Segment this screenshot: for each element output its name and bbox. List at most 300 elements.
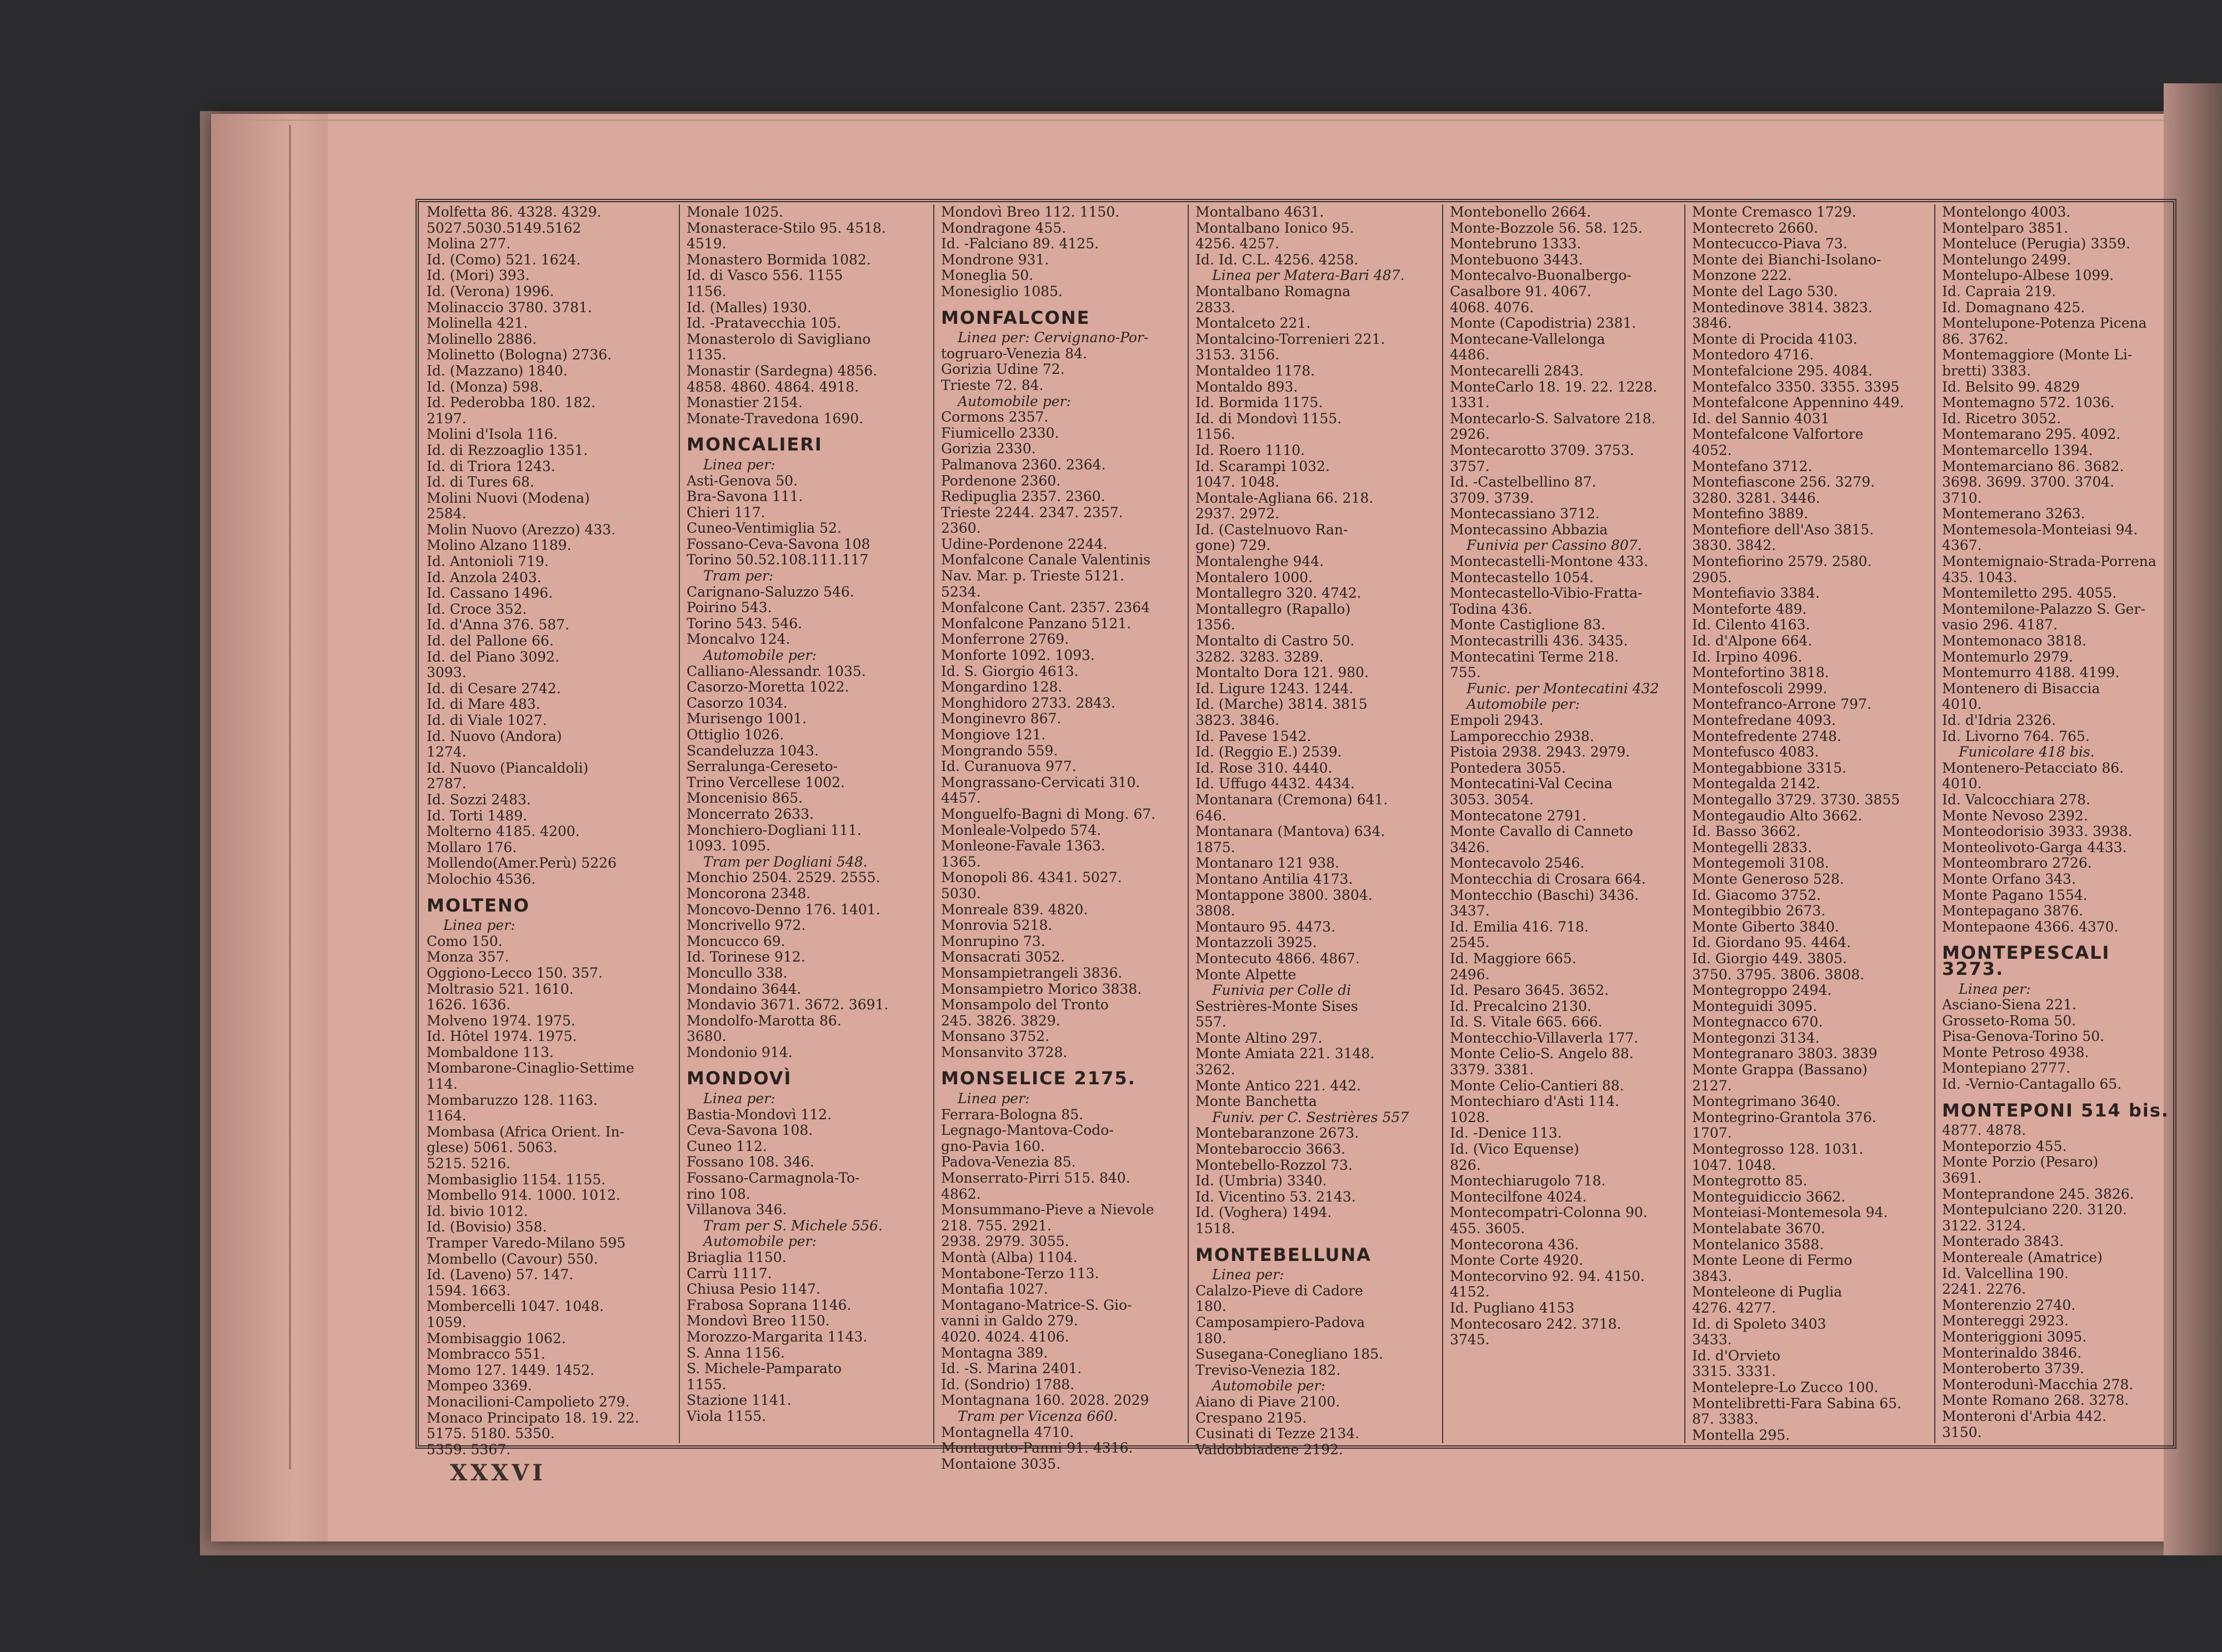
index-entry: Id. (Mori) 393. [427,267,530,284]
index-entry: 4486. [1450,347,1490,363]
index-entry: Montelabate 3670. [1692,1220,1825,1237]
index-entry: Mollendo(Amer.Perù) 5226 [427,855,617,872]
index-entry: Monteporzio 455. [1942,1138,2067,1154]
index-entry: 3710. [1942,489,1982,506]
index-entry: Mongrassano-Cervicati 310. [941,774,1140,790]
index-entry: Montemiletto 295. 4055. [1942,585,2117,602]
index-entry: 180. [1195,1298,1227,1315]
index-entry: 1707. [1692,1125,1732,1142]
index-entry: Montefortino 3818. [1692,664,1829,681]
index-entry: Montecatini Terme 218. [1450,648,1619,665]
index-entry: Molino Alzano 1189. [427,537,572,554]
spine-line [289,125,291,1469]
index-entry: Montallegro (Rapallo) [1195,600,1351,617]
index-entry: Carrù 1117. [687,1265,772,1281]
index-entry: Monasterace-Stilo 95. 4518. [687,219,886,236]
index-entry: Montefalcone Valfortore [1692,426,1864,443]
index-entry: 1047. 1048. [1195,474,1280,490]
index-entry: Monte Celio-Cantieri 88. [1450,1077,1624,1094]
index-entry: Montalceto 221. [1195,315,1311,332]
index-entry: Montecosaro 242. 3718. [1450,1315,1622,1332]
connection-note: Linea per: Cervignano-Por- [958,329,1149,346]
index-entry: Briaglia 1150. [687,1249,787,1265]
index-entry: Monaco Principato 18. 19. 22. [427,1409,639,1426]
index-entry: 1135. [687,347,727,363]
index-entry: Montefredane 4093. [1692,712,1836,728]
index-entry: 1047. 1048. [1692,1157,1776,1173]
index-entry: 2360. [941,520,981,537]
index-entry: Villanova 346. [687,1202,787,1218]
index-entry: Monfalcone Panzano 5121. [941,615,1132,632]
index-entry: Montecreto 2660. [1692,219,1818,236]
connection-note: Automobile per: [1467,696,1580,713]
index-entry: Monte Amiata 221. 3148. [1195,1045,1375,1062]
index-entry: Morozzo-Margarita 1143. [687,1328,868,1345]
index-entry: 3153. 3156. [1195,347,1280,363]
index-entry: Id. -Denice 113. [1450,1125,1562,1142]
index-entry: 3757. [1450,458,1490,474]
index-entry: vasio 296. 4187. [1942,617,2058,633]
index-entry: Montemilone-Palazzo S. Ger- [1942,600,2145,617]
index-entry: Id. di Rezzoaglio 1351. [427,442,588,458]
connection-note: Automobile per: [1212,1378,1325,1394]
index-entry: Calliano-Alessandr. 1035. [687,663,866,679]
index-entry: Id. Pesaro 3645. 3652. [1450,982,1609,999]
index-entry: Monte Orfano 343. [1942,870,2076,887]
index-entry: Mombasiglio 1154. 1155. [427,1171,606,1188]
index-entry: 4276. 4277. [1692,1299,1776,1316]
index-entry: Chieri 117. [687,504,765,520]
index-entry: Id. del Sannio 4031 [1692,410,1830,427]
index-entry: Viola 1155. [687,1408,767,1424]
index-entry: Oggiono-Lecco 150. 357. [427,964,603,981]
index-entry: Montelanico 3588. [1692,1236,1824,1253]
index-entry: Calalzo-Pieve di Cadore [1195,1282,1363,1299]
index-entry: 2545. [1450,934,1490,951]
index-entry: glese) 5061. 5063. [427,1139,558,1156]
index-entry: Montecchio-Villaverla 177. [1450,1029,1639,1046]
index-entry: Trieste 2244. 2347. 2357. [941,504,1123,520]
index-entry: Ferrara-Bologna 85. [941,1106,1084,1123]
index-entry: Id. Torti 1489. [427,807,528,824]
index-entry: Montecane-Vallelonga [1450,331,1605,347]
index-entry: Moncullo 338. [687,964,788,981]
index-entry: Montecucco-Piava 73. [1692,236,1848,252]
index-entry: Montafia 1027. [941,1281,1048,1298]
index-entry: S. Anna 1156. [687,1344,785,1361]
index-entry: Mongrando 559. [941,742,1058,759]
index-entry: Trino Vercellese 1002. [687,774,845,790]
index-entry: 87. 3383. [1692,1411,1759,1428]
index-entry: Montecavolo 2546. [1450,855,1585,872]
index-entry: Monastir (Sardegna) 4856. [687,362,878,379]
index-entry: Montelparo 3851. [1942,219,2069,236]
index-entry: Valdobbiadene 2192. [1195,1441,1343,1458]
index-entry: 3698. 3699. 3700. 3704. [1942,474,2115,490]
index-entry: Monteroberto 3739. [1942,1360,2084,1377]
index-entry: Id. S. Vitale 665. 666. [1450,1014,1603,1030]
connection-note: Linea per: [443,917,516,934]
index-entry: Id. del Pallone 66. [427,633,554,649]
index-entry: Id. di Triora 1243. [427,458,556,474]
index-entry: Monteodorisio 3933. 3938. [1942,823,2133,840]
index-entry: vanni in Galdo 279. [941,1313,1078,1329]
index-entry: Monte Pagano 1554. [1942,887,2088,903]
index-entry: Fossano 108. 346. [687,1154,814,1170]
index-entry: Monte di Procida 4103. [1692,331,1858,347]
index-entry: Monzone 222. [1692,267,1792,284]
index-entry: Id. Maggiore 665. [1450,950,1577,967]
index-entry: Montefiavio 3384. [1692,585,1820,602]
index-entry: Molinello 2886. [427,331,537,347]
index-entry: Gorizia 2330. [941,440,1036,457]
index-entry: Montecastello-Vibio-Fratta- [1450,585,1643,602]
index-entry: 2241. 2276. [1942,1281,2026,1298]
index-entry: Montecastello 1054. [1450,569,1594,585]
index-entry: Montemignaio-Strada-Porrena [1942,553,2156,570]
index-entry: Montelupo-Albese 1099. [1942,267,2114,284]
index-column-6 [1688,204,1932,1443]
index-entry: 1059. [427,1314,467,1330]
index-entry: Moncovo-Denno 176. 1401. [687,901,880,918]
index-entry: Montagnana 160. 2028. 2029 [941,1392,1149,1409]
index-entry: Id. Scarampi 1032. [1195,458,1330,474]
index-entry: Montechiaro d'Asti 114. [1450,1093,1619,1110]
index-entry: Tramper Varedo-Milano 595 [427,1235,626,1251]
index-entry: Monte Cavallo di Canneto [1450,823,1633,840]
index-entry: Montedinove 3814. 3823. [1692,299,1873,316]
index-entry: Id. Giacomo 3752. [1692,887,1821,903]
index-entry: Torino 50.52.108.111.117 [687,552,869,568]
index-entry: Montepiano 2777. [1942,1060,2071,1077]
index-entry: 3150. [1942,1424,1982,1440]
index-entry: Montalto Dora 121. 980. [1195,664,1369,681]
index-entry: Monte Cremasco 1729. [1692,204,1856,220]
index-entry: Mombisaggio 1062. [427,1330,566,1346]
index-entry: Empoli 2943. [1450,712,1544,728]
index-entry: Monte-Bozzole 56. 58. 125. [1450,219,1643,236]
section-heading: MONFALCONE [941,307,1090,328]
index-entry: Montagano-Matrice-S. Gio- [941,1296,1132,1313]
index-entry: Montelongo 4003. [1942,204,2071,220]
index-entry: Molini d'Isola 116. [427,426,558,443]
index-entry: Montegrino-Grantola 376. [1692,1109,1876,1125]
index-entry: Montalenghe 944. [1195,553,1324,570]
index-entry: Montemerano 3263. [1942,505,2085,522]
index-entry: Montefalcone Appennino 449. [1692,394,1904,411]
index-entry: Id. Valcocchiara 278. [1942,791,2090,808]
index-entry: Montalbano Romagna [1195,283,1351,299]
index-entry: Montenero di Bisaccia [1942,680,2100,697]
index-entry: Id. Roero 1110. [1195,442,1305,458]
index-entry: Id. Capraia 219. [1942,283,2056,299]
index-entry: Montecalvo-Buonalbergo- [1450,267,1632,284]
index-entry: Monte Grappa (Bassano) [1692,1062,1868,1078]
column-rule [1442,204,1443,1443]
column-rule [679,204,680,1443]
index-entry: Montale-Agliana 66. 218. [1195,489,1374,506]
index-entry: 3280. 3281. 3446. [1692,489,1820,506]
index-entry: Monleale-Volpedo 574. [941,822,1102,838]
index-entry: Como 150. [427,933,503,949]
index-entry: Id. bivio 1012. [427,1203,528,1219]
connection-note: Funiv. per C. Sestrières 557 [1212,1109,1409,1125]
index-entry: Pistoia 2938. 2943. 2979. [1450,744,1630,760]
index-entry: 114. [427,1076,458,1093]
index-entry: Mompeo 3369. [427,1378,532,1394]
index-entry: Monte Petroso 4938. [1942,1044,2089,1060]
index-entry: Montefiorino 2579. 2580. [1692,553,1872,570]
index-entry: 3262. [1195,1062,1235,1078]
index-entry: Mondrone 931. [941,251,1049,268]
index-entry: Montefredente 2748. [1692,728,1841,744]
index-entry: Montalbano 4631. [1195,204,1324,220]
index-entry: Id. (Monza) 598. [427,378,543,395]
index-entry: 2926. [1450,426,1490,443]
index-entry: 2905. [1692,569,1732,585]
page-gutter [211,114,328,1541]
index-entry: Montabone-Terzo 113. [941,1265,1099,1281]
index-entry: Id. Pavese 1542. [1195,728,1312,744]
index-entry: Molini Nuovi (Modena) [427,489,590,506]
index-entry: Monza 357. [427,949,509,965]
index-entry: Mondragone 455. [941,219,1067,236]
index-column-4 [1191,204,1440,1458]
index-entry: Id. (Umbria) 3340. [1195,1173,1327,1189]
index-entry: Monterado 3843. [1942,1233,2064,1250]
index-entry: Monte Banchetta [1195,1093,1317,1110]
index-entry: Gorizia Udine 72. [941,361,1065,378]
index-entry: Montecarotto 3709. 3753. [1450,442,1634,458]
index-entry: 2938. 2979. 3055. [941,1233,1069,1250]
index-entry: Bra-Savona 111. [687,488,803,505]
index-entry: 3750. 3795. 3806. 3808. [1692,966,1865,983]
index-entry: 1028. [1450,1109,1490,1125]
index-entry: Montefranco-Arrone 797. [1692,696,1871,713]
index-entry: Redipuglia 2357. 2360. [941,488,1105,505]
index-entry: Montecassino Abbazia [1450,521,1608,538]
index-entry: Mombaldone 113. [427,1044,554,1060]
index-entry: Montelupone-Potenza Picena [1942,315,2147,332]
index-entry: Monsummano-Pieve a Nievole [941,1202,1154,1218]
index-entry: Id. d'Orvieto [1692,1347,1781,1364]
index-entry: Monterenzio 2740. [1942,1296,2076,1313]
index-entry: Monteleone di Puglia [1692,1284,1843,1300]
index-entry: Monteguidiccio 3662. [1692,1188,1846,1205]
index-entry: Montemarcello 1394. [1942,442,2093,458]
connection-note: Funicolare 418 bis. [1959,744,2095,760]
index-entry: 1093. 1095. [687,838,771,854]
index-entry: Monale 1025. [687,204,783,220]
index-entry: Montegonzi 3134. [1692,1029,1820,1046]
index-entry: Montecchia di Crosara 664. [1450,870,1646,887]
index-entry: Id. Croce 352. [427,600,527,617]
index-entry: Poirino 543. [687,599,772,616]
index-entry: Id. Uffugo 4432. 4434. [1195,775,1355,792]
index-entry: 455. 3605. [1450,1220,1525,1237]
column-rule [1684,204,1685,1443]
index-entry: Asciano-Siena 221. [1942,997,2076,1013]
index-entry: Montegranaro 3803. 3839 [1692,1045,1878,1062]
index-entry: 5027.5030.5149.5162 [427,219,582,236]
connection-note: Linea per: [1959,980,2031,997]
index-entry: 245. 3826. 3829. [941,1012,1060,1029]
index-entry: 3843. [1692,1268,1732,1284]
index-entry: Molveno 1974. 1975. [427,1012,575,1029]
index-entry: 2833. [1195,299,1235,316]
section-heading: MONTEPONI 514 bis. [1942,1099,2170,1121]
index-entry: Montalto di Castro 50. [1195,633,1355,649]
index-column-1 [422,204,675,1458]
index-entry: Murisengo 1001. [687,710,807,727]
index-entry: Montecarelli 2843. [1450,362,1584,379]
index-entry: Id. (Reggio E.) 2539. [1195,744,1342,760]
index-entry: Monghidoro 2733. 2843. [941,694,1115,711]
connection-note: Automobile per: [958,393,1071,409]
index-entry: Montemesola-Monteiasi 94. [1942,521,2138,538]
index-entry: Mondovì Breo 112. 1150. [941,204,1120,220]
index-entry: Monrupino 73. [941,933,1045,949]
index-entry: 2584. [427,505,467,522]
index-entry: Monte Nevoso 2392. [1942,807,2088,824]
index-entry: Mombasa (Africa Orient. In- [427,1123,625,1140]
index-entry: Id. Id. C.L. 4256. 4258. [1195,251,1359,268]
index-entry: Torino 543. 546. [687,615,803,632]
index-entry: Montepulciano 220. 3120. [1942,1202,2127,1218]
index-entry: Monreale 839. 4820. [941,901,1088,918]
index-entry: Monteolivoto-Garga 4433. [1942,839,2127,855]
index-entry: Monteombraro 2726. [1942,855,2092,872]
column-rule [1188,204,1189,1443]
index-entry: Montechiarugolo 718. [1450,1173,1606,1189]
index-entry: Montagnella 4710. [941,1424,1074,1440]
index-entry: Asti-Genova 50. [687,472,798,489]
index-entry: Montegrimano 3640. [1692,1093,1840,1110]
index-entry: Id. Rose 310. 4440. [1195,759,1333,776]
index-entry: Montegabbione 3315. [1692,759,1846,776]
index-entry: Id. Domagnano 425. [1942,299,2085,316]
index-entry: Pordenone 2360. [941,472,1061,489]
index-column-5 [1445,204,1681,1438]
index-entry: Montegrosso 128. 1031. [1692,1141,1864,1158]
index-entry: 3745. [1450,1331,1490,1348]
index-entry: 4010. [1942,775,1982,792]
index-entry: Lamporecchio 2938. [1450,728,1594,744]
index-entry: Id. Irpino 4096. [1692,648,1803,665]
index-entry: Montecchio (Baschi) 3436. [1450,887,1639,903]
index-entry: Monteforte 489. [1692,600,1807,617]
index-entry: Mombello (Cavour) 550. [427,1250,598,1267]
index-entry: Montebello-Rozzol 73. [1195,1157,1353,1173]
index-entry: 3282. 3283. 3289. [1195,648,1324,665]
index-entry: Id. Anzola 2403. [427,569,542,585]
index-entry: Legnago-Mantova-Codo- [941,1122,1114,1139]
index-entry: Montecatone 2791. [1450,807,1587,824]
index-entry: 1155. [687,1376,727,1393]
index-entry: Id. -S. Marina 2401. [941,1360,1082,1377]
index-entry: Montegnacco 670. [1692,1014,1823,1030]
index-entry: Molinetto (Bologna) 2736. [427,347,612,363]
index-entry: Id. Ligure 1243. 1244. [1195,680,1354,697]
index-entry: Grosseto-Roma 50. [1942,1012,2076,1029]
index-entry: Montefoscoli 2999. [1692,680,1828,697]
index-entry: Aiano di Piave 2100. [1195,1393,1340,1410]
connection-note: Linea per Matera-Bari 487. [1212,267,1405,284]
index-entry: Serralunga-Cereseto- [687,758,838,775]
index-entry: Moncalvo 124. [687,631,790,648]
index-entry: Crespano 2195. [1195,1409,1307,1426]
index-entry: 1626. 1636. [427,997,511,1013]
index-entry: 3053. 3054. [1450,791,1534,808]
index-entry: Pontedera 3055. [1450,759,1566,776]
index-entry: Montelepre-Lo Zucco 100. [1692,1379,1879,1395]
index-entry: Monchiero-Dogliani 111. [687,822,862,838]
index-entry: Mombarone-Cinaglio-Settime [427,1060,634,1077]
index-entry: Camposampiero-Padova [1195,1314,1365,1330]
index-entry: Montalcino-Torrenieri 221. [1195,331,1385,347]
index-entry: Monte Alpette [1195,966,1297,983]
index-entry: Montano Antilia 4173. [1195,870,1353,887]
index-entry: Montemagno 572. 1036. [1942,394,2115,411]
index-entry: Montebuono 3443. [1450,251,1583,268]
index-entry: Montelungo 2499. [1942,251,2071,268]
index-entry: Molin Nuovo (Arezzo) 433. [427,521,616,538]
index-entry: 5215. 5216. [427,1155,511,1172]
index-entry: 3823. 3846. [1195,712,1280,728]
index-entry: Id. Torinese 912. [687,949,805,965]
index-entry: 1356. [1195,617,1235,633]
index-entry: 3830. 3842. [1692,537,1776,554]
index-entry: 3315. 3331. [1692,1363,1776,1380]
index-entry: Montegallo 3729. 3730. 3855 [1692,791,1900,808]
index-entry: Montà (Alba) 1104. [941,1249,1078,1265]
index-entry: Id. di Tures 68. [427,474,534,490]
connection-note: Linea per: [1212,1266,1284,1283]
index-entry: Montecompatri-Colonna 90. [1450,1204,1648,1221]
index-entry: 4256. 4257. [1195,236,1280,252]
index-entry: 5359. 5367. [427,1441,511,1458]
index-entry: Cuneo 112. [687,1138,767,1154]
index-entry: Montallegro 320. 4742. [1195,585,1362,602]
index-entry: Id. di Viale 1027. [427,712,547,728]
index-entry: rino 108. [687,1185,750,1202]
index-entry: 826. [1450,1157,1481,1173]
index-entry: Montappone 3800. 3804. [1195,887,1373,903]
index-entry: Monteriggioni 3095. [1942,1328,2087,1345]
index-entry: Monastier 2154. [687,394,803,411]
index-entry: Monsano 3752. [941,1028,1050,1045]
index-entry: 2496. [1450,966,1490,983]
index-entry: 4068. 4076. [1450,299,1534,316]
index-entry: Mongiove 121. [941,727,1046,743]
index-entry: Monsampietro Morico 3838. [941,980,1142,997]
index-entry: Monteguidi 3095. [1692,998,1818,1014]
index-entry: Id. Vicentino 53. 2143. [1195,1188,1356,1205]
index-entry: Montedoro 4716. [1692,347,1814,363]
index-entry: Id. (Vico Equense) [1450,1141,1579,1158]
index-entry: 3846. [1692,315,1732,332]
index-entry: Ottiglio 1026. [687,727,784,743]
index-entry: Id. Nuovo (Andora) [427,728,562,744]
index-entry: Id. (Voghera) 1494. [1195,1204,1332,1221]
index-entry: Monsampietrangeli 3836. [941,964,1123,981]
index-entry: 2197. [427,410,467,427]
index-entry: S. Michele-Pamparato [687,1360,842,1377]
index-entry: Montenero-Petacciato 86. [1942,759,2124,776]
index-entry: Cormons 2357. [941,409,1049,425]
index-entry: 1365. [941,853,981,870]
index-entry: Carignano-Saluzzo 546. [687,583,854,600]
